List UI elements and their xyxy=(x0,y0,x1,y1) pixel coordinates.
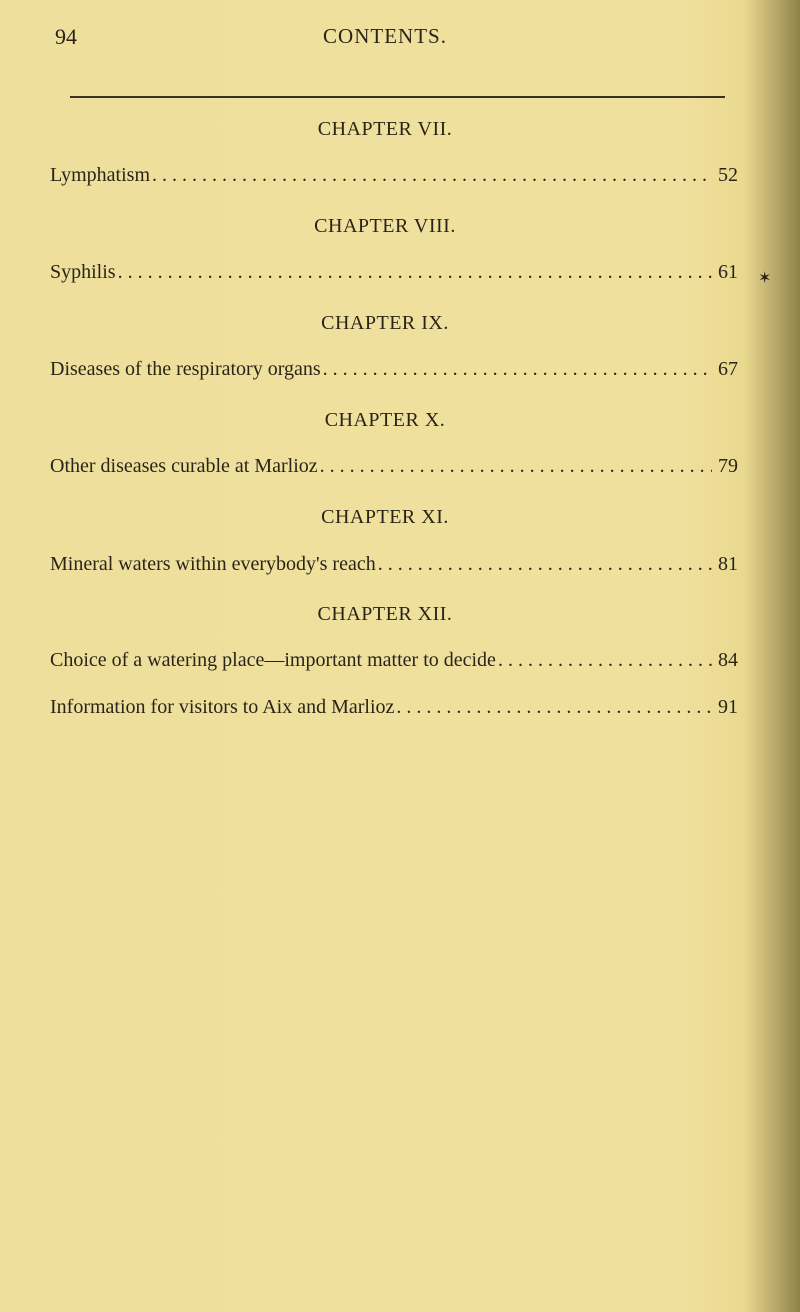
toc-entry xyxy=(50,164,738,187)
dot-leader xyxy=(378,553,712,576)
entry-title: Diseases of the respiratory organs xyxy=(50,358,321,380)
chapter-heading: CHAPTER XII. xyxy=(317,603,453,625)
toc-entry xyxy=(50,261,738,284)
dot-leader xyxy=(118,261,712,284)
entry-page: 81 xyxy=(718,553,738,575)
toc-entry xyxy=(50,455,738,478)
entry-title: Syphilis xyxy=(50,261,116,283)
entry-page: 79 xyxy=(718,455,738,477)
entry-title: Lymphatism xyxy=(50,164,150,186)
toc-entry xyxy=(50,553,738,576)
chapter-heading: CHAPTER VII. xyxy=(317,118,453,140)
entry-page: 52 xyxy=(718,164,738,186)
chapter-heading: CHAPTER IX. xyxy=(321,312,449,334)
ink-blot-mark: ✶ xyxy=(758,270,772,287)
chapter-heading: CHAPTER XI. xyxy=(321,506,449,528)
entry-page: 91 xyxy=(718,696,738,718)
dot-leader xyxy=(498,649,712,672)
entry-title: Other diseases curable at Marlioz xyxy=(50,455,318,477)
chapter-heading: CHAPTER X. xyxy=(324,409,446,431)
entry-page: 67 xyxy=(718,358,738,380)
dot-leader xyxy=(396,696,712,719)
entry-title: Mineral waters within everybody's reach xyxy=(50,553,376,575)
dot-leader xyxy=(152,164,712,187)
entry-page: 84 xyxy=(718,649,738,671)
dot-leader xyxy=(320,455,712,478)
toc-entry xyxy=(50,696,738,719)
entry-title: Information for visitors to Aix and Marlioz xyxy=(50,696,395,718)
entry-title: Choice of a watering place—important matter to decide xyxy=(50,649,496,671)
toc-entry xyxy=(50,358,738,381)
header-rule xyxy=(70,96,725,98)
chapter-heading: CHAPTER VIII. xyxy=(314,215,456,237)
running-title: CONTENTS. xyxy=(323,24,447,48)
toc-entry xyxy=(50,649,738,672)
page-number: 94 xyxy=(55,24,77,49)
dot-leader xyxy=(323,358,712,381)
entry-page: 61 xyxy=(718,261,738,283)
